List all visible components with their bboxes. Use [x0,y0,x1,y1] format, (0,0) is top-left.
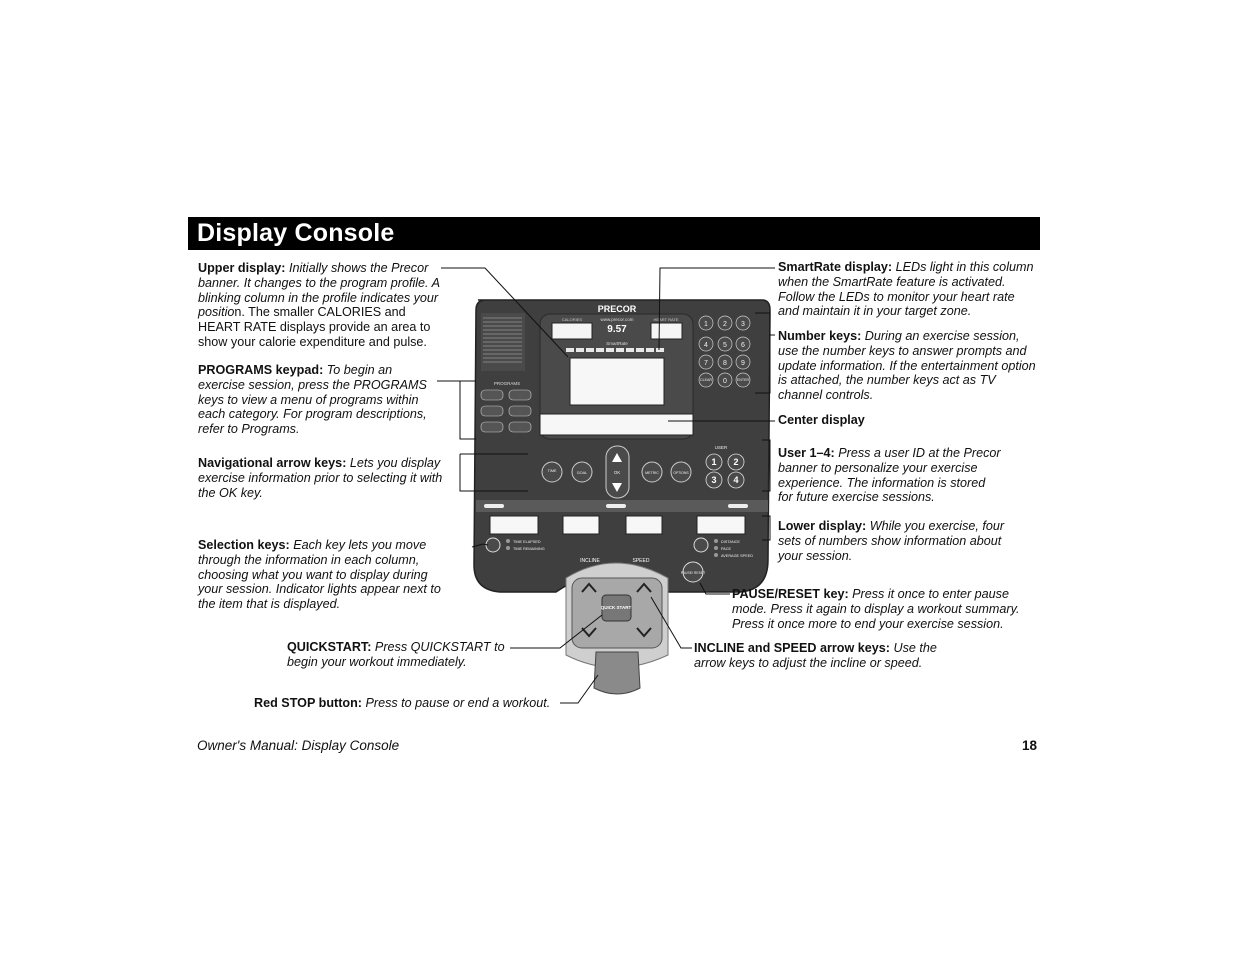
console-brand: PRECOR [597,304,637,314]
callout-label: Number keys: [778,329,865,343]
indicator-time-elapsed: TIME ELAPSED [513,540,541,544]
callout-label: Lower display: [778,519,870,533]
callout-label: Red STOP button: [254,696,366,710]
callout-label: PROGRAMS keypad: [198,363,327,377]
callout-text: While you exercise, four sets of numbers show information about your session. [778,519,1005,563]
callout-upper-display [198,261,443,350]
page-title: Display Console [197,219,395,247]
callout-label: INCLINE and SPEED arrow keys: [694,641,894,655]
console-website: www.precor.com [600,317,634,322]
callout-text: During an exercise session, use the number keys to answer prompts and update information. If the entertainment option is attached, the number keys act as TV channel controls. [778,329,1036,403]
ok-key-label[interactable]: OK [613,470,621,475]
number-key-1[interactable]: 1 [704,321,708,328]
callout-incline-speed [694,641,954,671]
time-key-label: TIME [547,469,557,473]
callout-label: Center display [778,413,865,427]
callout-text: Each key lets you move through the information in each column, choosing what you want to display during your session. Indicator lights appear next to the item that is displayed. [198,538,441,612]
speed-label: SPEED [632,558,650,564]
pause-reset-key-label: PAUSE/ RESET [680,571,706,575]
indicator-average-speed: AVERAGE SPEED [721,554,754,558]
incline-label: INCLINE [580,558,600,564]
console-heart-rate-label: HEART RATE [653,317,679,322]
footer-title: Owner's Manual: Display Console [197,738,400,753]
callout-label: SmartRate display: [778,260,896,274]
number-key-7[interactable]: 7 [704,360,708,367]
clear-key[interactable]: CLEAR [700,378,712,382]
callout-lower-display [778,519,1018,563]
number-key-9[interactable]: 9 [741,360,745,367]
callout-user-keys [778,446,1003,505]
callout-label: Upper display: [198,261,289,275]
number-key-5[interactable]: 5 [723,342,727,349]
callout-text: Press to pause or end a workout. [365,696,551,710]
user-key-1[interactable]: 1 [711,457,717,467]
callout-center-display [778,413,978,428]
number-key-0[interactable]: 0 [723,378,727,385]
callout-nav-arrows [198,456,446,500]
callout-quickstart [287,640,515,670]
callout-text: Press it once to enter pause mode. Press it again to display a workout summary. Press it once more to end your exercise session. [732,587,1020,631]
callout-text: Initially shows the Precor banner. It changes to the program profile. A blinking column in the profile indicates your positio [198,261,440,320]
callout-stop [254,696,564,711]
callout-text: LEDs light in this column when the SmartRate feature is activated. Follow the LEDs to monitor your heart rate and maintain it in your target zone. [778,260,1034,319]
callout-programs [198,363,438,437]
enter-key[interactable]: ENTER [736,378,750,382]
user-key-3[interactable]: 3 [711,475,717,485]
callout-label: QUICKSTART: [287,640,375,654]
callout-label: Selection keys: [198,538,294,552]
page-number: 18 [1022,738,1038,753]
user-key-4[interactable]: 4 [733,475,739,485]
user-key-2[interactable]: 2 [733,457,739,467]
metric-key-label: METRIC [645,471,659,475]
goal-key-label: GOAL [576,471,588,475]
callout-selection [198,538,443,612]
callout-number-keys [778,329,1036,403]
console-upper-value: 9.57 [607,324,627,335]
callout-label: PAUSE/RESET key: [732,587,853,601]
indicator-time-remaining: TIME REMAINING [513,547,545,551]
callout-text: To begin an exercise session, press the PROGRAMS keys to view a menu of programs within each category. For program descriptions, refer to Programs. [198,363,427,437]
callout-pause-reset [732,587,1032,631]
callout-smartrate [778,260,1038,319]
callout-text: Press QUICKSTART to begin your workout immediately. [287,640,505,669]
options-key-label: OPTIONS [673,471,689,475]
callout-text: Use the arrow keys to adjust the incline or speed. [694,641,937,670]
callout-text-plain: n. The smaller CALORIES and HEART RATE displays provide an area to show your calorie expenditure and pulse. [198,305,431,349]
console-user-label: USER [714,445,728,450]
callout-text: Press a user ID at the Precor banner to personalize your exercise experience. The information is stored for future exercise sessions. [778,446,1001,505]
callout-text: Lets you display exercise information prior to selecting it with the OK key. [198,456,443,500]
number-key-4[interactable]: 4 [704,342,708,349]
number-key-6[interactable]: 6 [741,342,745,349]
indicator-distance: DISTANCE [721,540,740,544]
indicator-pace: PACE [721,547,732,551]
console-programs-label: PROGRAMS [493,381,521,386]
callout-label: User 1–4: [778,446,839,460]
console-smartrate-label: SmartRate [606,341,628,346]
number-key-2[interactable]: 2 [723,321,727,328]
quickstart-button-label: QUICK START [600,605,632,610]
number-key-3[interactable]: 3 [741,321,745,328]
console-calories-label: CALORIES [561,317,583,322]
number-key-8[interactable]: 8 [723,360,727,367]
callout-label: Navigational arrow keys: [198,456,350,470]
